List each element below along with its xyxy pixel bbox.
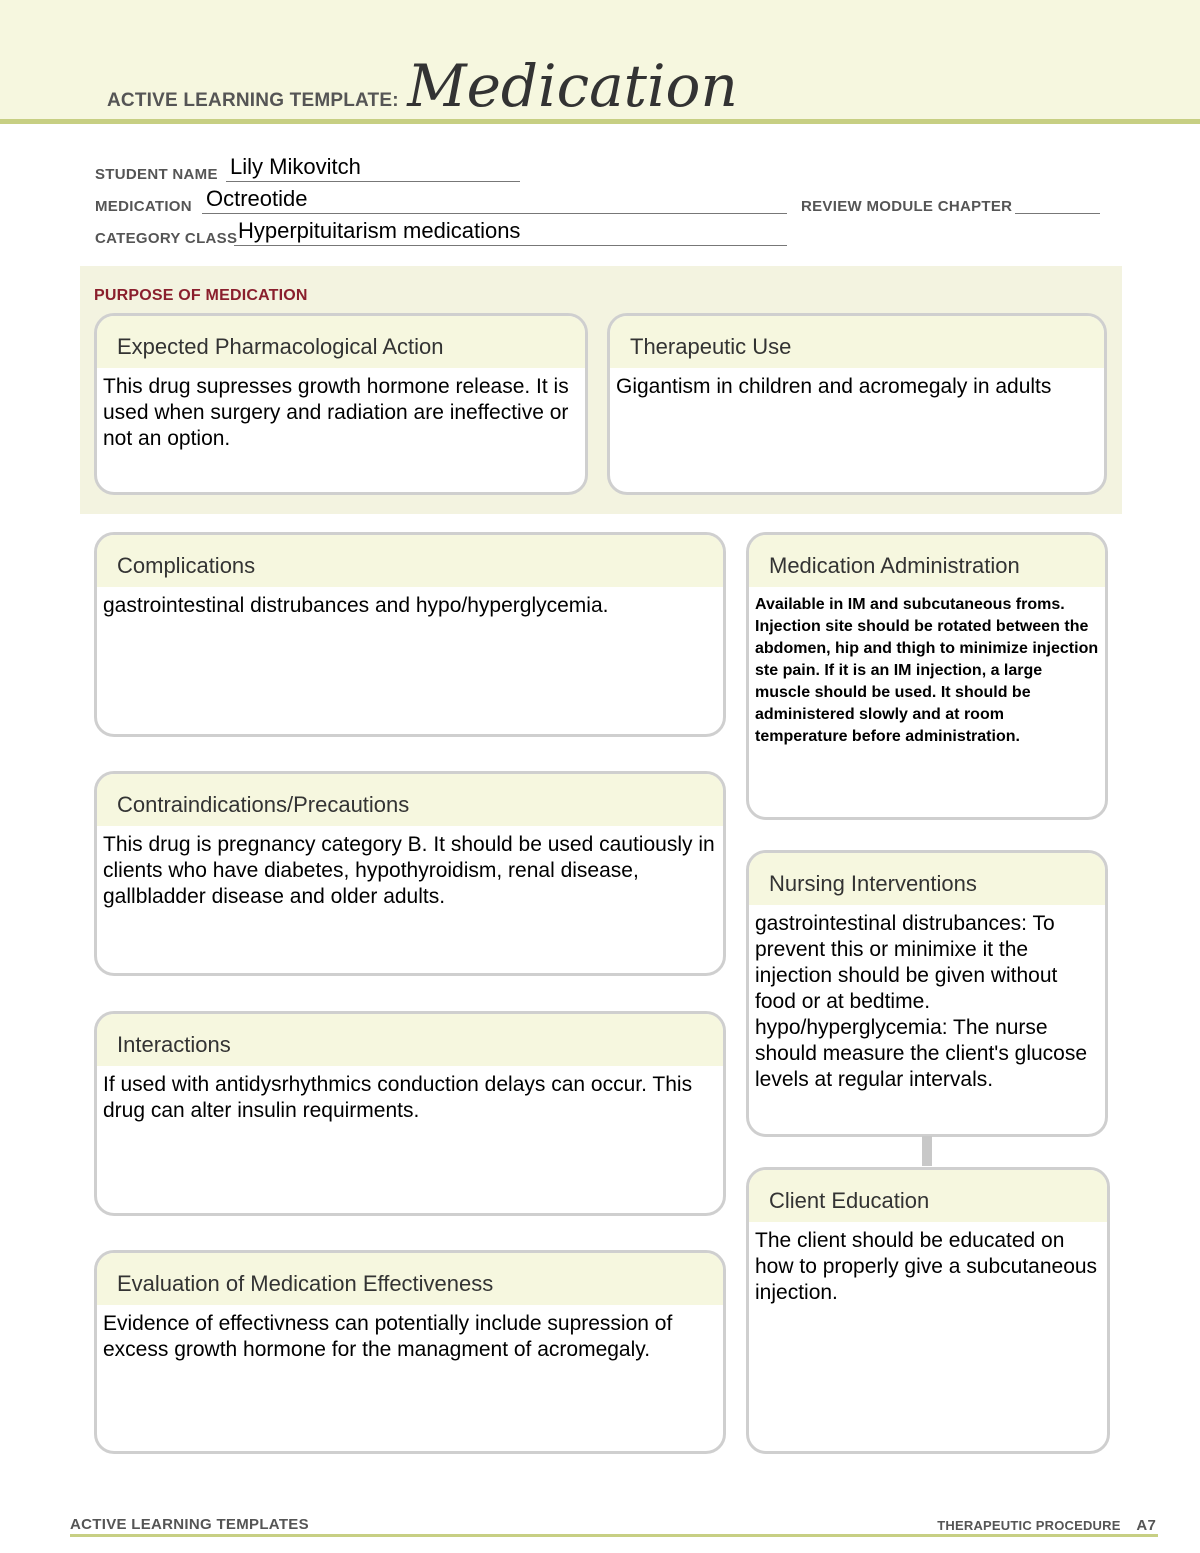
therapeutic-use-card [607, 313, 1107, 495]
page-number: A7 [1136, 1517, 1156, 1534]
expected-action-heading: Expected Pharmacological Action [97, 316, 585, 368]
client-education-heading: Client Education [749, 1170, 1107, 1222]
template-title: Medication [407, 52, 738, 120]
footer-procedure: THERAPEUTIC PROCEDURE [937, 1518, 1121, 1533]
review-module-label: REVIEW MODULE CHAPTER [801, 198, 1013, 215]
student-name-label: STUDENT NAME [95, 166, 218, 183]
interactions-text[interactable]: If used with antidysrhythmics conduction delays can occur. This drug can alter insulin requirments. [103, 1073, 693, 1122]
nursing-interventions-card [746, 850, 1108, 1137]
medication-administration-heading: Medication Administration [749, 535, 1105, 587]
client-education-card [746, 1167, 1110, 1454]
therapeutic-use-heading: Therapeutic Use [610, 316, 1104, 368]
page-title [107, 52, 738, 120]
therapeutic-use-text[interactable]: Gigantism in children and acromegaly in adults [616, 375, 1052, 398]
medication-field[interactable]: Octreotide [206, 186, 308, 211]
evaluation-text[interactable]: Evidence of effectivness can potentially include supression of excess growth hormone for the managment of acromegaly. [103, 1312, 673, 1361]
student-name-field[interactable]: Lily Mikovitch [230, 154, 361, 179]
expected-action-text[interactable]: This drug supresses growth hormone release. It is used when surgery and radiation are ineffective or not an option. [103, 375, 569, 450]
category-class-label: CATEGORY CLASS [95, 230, 238, 247]
contraindications-text[interactable]: This drug is pregnancy category B. It should be used cautiously in clients who have diabetes, hypothyroidism, renal disease, gallbladder disease and older adults. [103, 833, 715, 908]
contraindications-card [94, 771, 726, 976]
complications-card [94, 532, 726, 737]
footer-right [937, 1517, 1156, 1534]
contraindications-heading: Contraindications/Precautions [97, 774, 723, 826]
interactions-card [94, 1011, 726, 1216]
evaluation-card [94, 1250, 726, 1454]
nursing-interventions-text[interactable]: gastrointestinal distrubances: To prevent this or minimixe it the injection should be given without food or at bedtime. hypo/hyperglycemia: The nurse should measure the client's glucose levels at regular intervals. [755, 912, 1088, 1091]
medication-administration-text[interactable]: Available in IM and subcutaneous froms. Injection site should be rotated between the abdomen, hip and thigh to minimize injection ste pain. If it is an IM injection, a large muscle should be used. It should be administered slowly and at room temperature before administration. [755, 596, 1099, 745]
card-connector [922, 1136, 932, 1166]
footer-left: ACTIVE LEARNING TEMPLATES [70, 1516, 309, 1533]
nursing-interventions-heading: Nursing Interventions [749, 853, 1105, 905]
review-module-line [1015, 192, 1100, 214]
category-class-field[interactable]: Hyperpituitarism medications [238, 218, 521, 243]
evaluation-heading: Evaluation of Medication Effectiveness [97, 1253, 723, 1305]
expected-action-card [94, 313, 588, 495]
medication-administration-card [746, 532, 1108, 820]
complications-text[interactable]: gastrointestinal distrubances and hypo/hyperglycemia. [103, 594, 609, 617]
medication-label: MEDICATION [95, 198, 192, 215]
client-education-text[interactable]: The client should be educated on how to properly give a subcutaneous injection. [755, 1229, 1098, 1304]
interactions-heading: Interactions [97, 1014, 723, 1066]
purpose-title: PURPOSE OF MEDICATION [94, 287, 308, 304]
footer-divider [70, 1534, 1158, 1537]
template-prefix: ACTIVE LEARNING TEMPLATE: [107, 90, 399, 111]
complications-heading: Complications [97, 535, 723, 587]
